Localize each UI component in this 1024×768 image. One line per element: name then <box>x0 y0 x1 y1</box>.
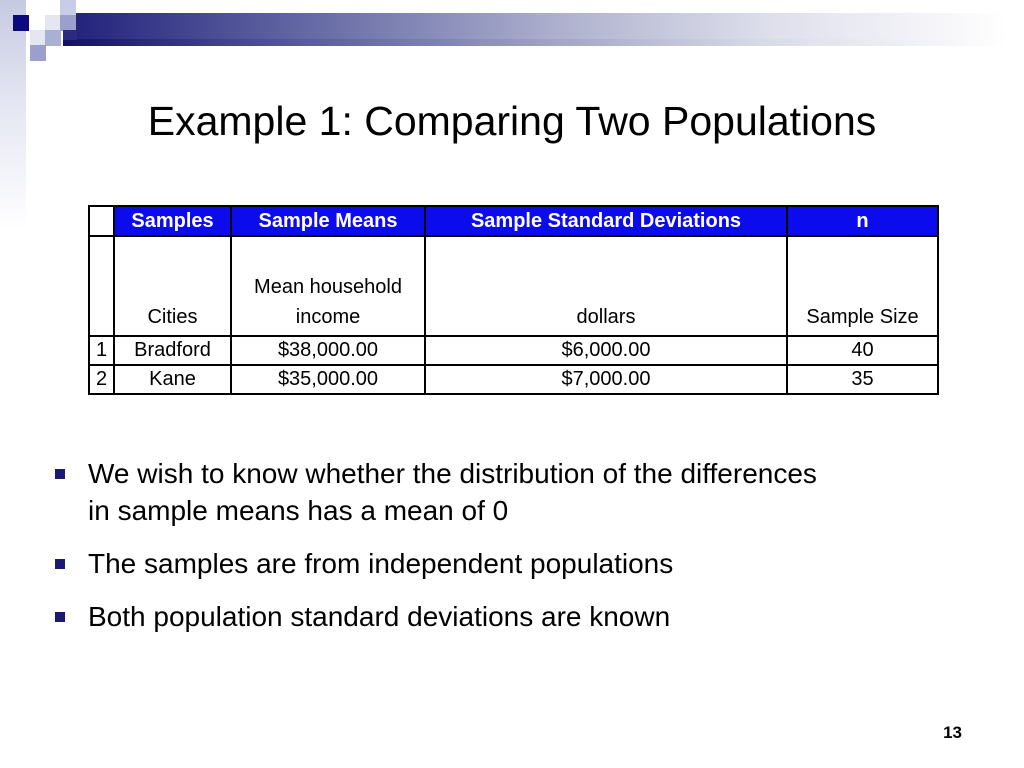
square-bullet-icon <box>55 469 65 479</box>
row-number: 1 <box>89 336 114 365</box>
decoration-square <box>45 30 61 46</box>
header-sample-standard-deviations: Sample Standard Deviations <box>425 206 787 236</box>
bullet-text: The samples are from independent populations <box>88 548 674 579</box>
cell-n: 40 <box>787 336 938 365</box>
square-bullet-icon <box>55 612 65 622</box>
decoration-square <box>60 15 76 31</box>
cell-city: Kane <box>114 365 231 394</box>
bullet-item <box>55 598 825 635</box>
decoration-bar <box>75 13 1007 39</box>
cell-mean: $35,000.00 <box>231 365 425 394</box>
decoration-square-navy <box>13 15 29 31</box>
cell-mean: $38,000.00 <box>231 336 425 365</box>
header-n: n <box>787 206 938 236</box>
table-ghost-cell <box>89 236 114 336</box>
table-header-row <box>89 206 938 236</box>
table-ghost-cell <box>89 206 114 236</box>
subheader-cities: Cities <box>114 236 231 336</box>
decoration-square <box>30 30 46 46</box>
table-row <box>89 365 938 394</box>
decoration-square <box>45 15 61 31</box>
subheader-dollars: dollars <box>425 236 787 336</box>
decoration-square <box>30 45 46 61</box>
data-table <box>88 205 939 395</box>
cell-sd: $7,000.00 <box>425 365 787 394</box>
table-subheader-row <box>89 236 938 336</box>
header-samples: Samples <box>114 206 231 236</box>
square-bullet-icon <box>55 559 65 569</box>
row-number: 2 <box>89 365 114 394</box>
decoration-bar-shadow <box>63 39 1007 46</box>
header-sample-means: Sample Means <box>231 206 425 236</box>
table-row <box>89 336 938 365</box>
bullet-text: We wish to know whether the distribution of the differences in sample means has a mean of 0 <box>88 458 817 526</box>
bullet-item <box>55 545 825 582</box>
bullet-text: Both population standard deviations are known <box>88 601 671 632</box>
cell-n: 35 <box>787 365 938 394</box>
bullet-item <box>55 455 825 529</box>
decoration-square <box>63 30 77 40</box>
bullet-list <box>55 455 825 651</box>
cell-sd: $6,000.00 <box>425 336 787 365</box>
subheader-sample-size: Sample Size <box>787 236 938 336</box>
page-number: 13 <box>943 723 962 742</box>
slide-title: Example 1: Comparing Two Populations <box>147 98 877 144</box>
decoration-square <box>60 0 76 16</box>
cell-city: Bradford <box>114 336 231 365</box>
subheader-mean-household-income: Mean household income <box>231 236 425 336</box>
